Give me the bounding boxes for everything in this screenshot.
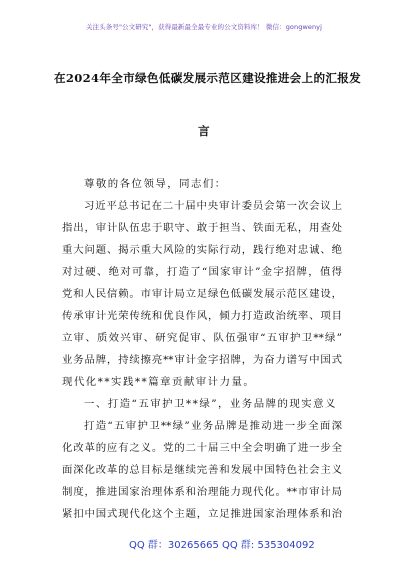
section-heading: 一、打造“五审护卫**绿”，业务品牌的现实意义 xyxy=(84,398,337,410)
body-line: 重大问题、揭示重大风险的实际行动，践行绝对忠诚、绝 xyxy=(62,244,342,256)
document-title-line-2: 言 xyxy=(198,124,210,138)
body-line: 现代化**实践**篇章贡献审计力量。 xyxy=(62,376,256,388)
body-line: 对过硬、绝对可靠，打造了“国家审计”金字招牌，值得 xyxy=(62,266,342,278)
body-line: 化改革的应有之义。党的二十届三中全会明确了进一步全 xyxy=(62,442,342,454)
header-promo-text: 关注头条号"公文研究"，获得最新最全最专业的公文资料库！ 微信：gongwenyj xyxy=(85,23,323,31)
body-line: 立审、质效兴审、研究促审、队伍强审“五审护卫**绿” xyxy=(62,332,342,344)
body-line: 面深化改革的总目标是继续完善和发展中国特色社会主义 xyxy=(62,464,342,476)
body-line: 传承审计光荣传统和优良作风，倾力打造政治统率、项目 xyxy=(62,310,342,322)
footer-qq-group-2: QQ 群: 535304092 xyxy=(222,540,315,551)
body-line: 党和人民信赖。市审计局立足绿色低碳发展示范区建设， xyxy=(62,288,342,300)
body-line: 紧扣中国式现代化这个主题，立足推进国家治理体系和治 xyxy=(62,508,342,520)
body-line: 指出，审计队伍忠于职守、敢于担当、铁面无私，用查处 xyxy=(62,222,342,234)
footer-qq-group-1: QQ 群：30265665 xyxy=(129,540,219,551)
body-line: 打造“五审护卫**绿”业务品牌是推动进一步全面深 xyxy=(84,420,342,432)
body-line: 制度，推进国家治理体系和治理能力现代化。**市审计局 xyxy=(62,486,342,498)
document-title-line-1: 在2024年全市绿色低碳发展示范区建设推进会上的汇报发 xyxy=(54,71,362,85)
salutation: 尊敬的各位领导，同志们： xyxy=(84,178,227,190)
body-line: 习近平总书记在二十届中央审计委员会第一次会议上 xyxy=(84,200,342,212)
body-line: 业务品牌，持续擦亮**审计金字招牌，为奋力谱写中国式 xyxy=(62,354,342,366)
